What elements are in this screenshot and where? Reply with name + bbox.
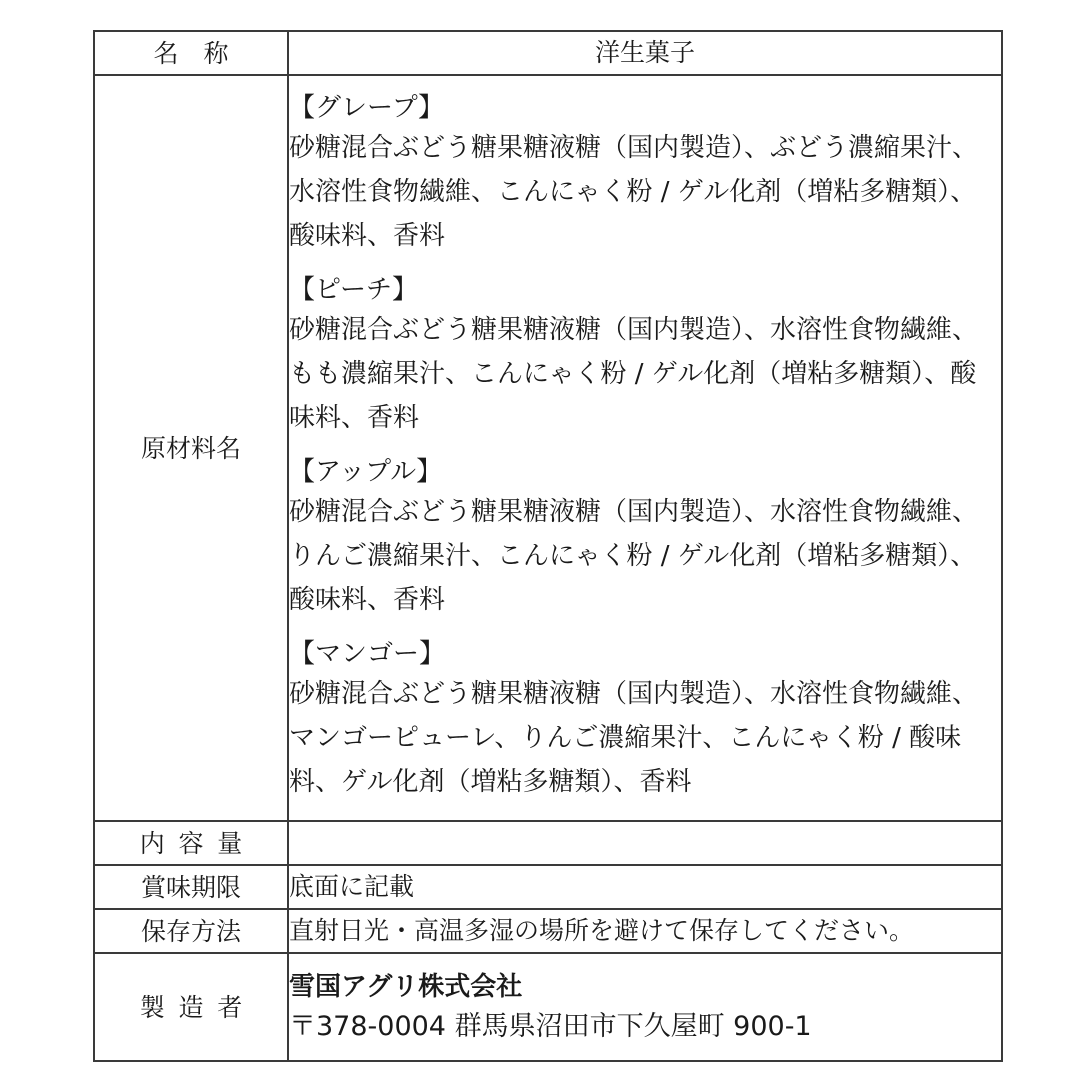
row-manufacturer <box>94 953 1002 1061</box>
variant-peach <box>289 272 1001 440</box>
row-product-name <box>94 31 1002 75</box>
variant-text: 砂糖混合ぶどう糖果糖液糖（国内製造）、水溶性食物繊維、マンゴーピューレ、りんご濃縮果汁、こんにゃく粉 / 酸味料、ゲル化剤（増粘多糖類）、香料 <box>289 679 979 797</box>
label-ingredients: 原材料名 <box>94 75 288 821</box>
value-contents <box>288 821 1002 865</box>
row-contents <box>94 821 1002 865</box>
value-storage: 直射日光・高温多湿の場所を避けて保存してください。 <box>288 909 1002 953</box>
label-best-before: 賞味期限 <box>94 865 288 909</box>
variant-text: 砂糖混合ぶどう糖果糖液糖（国内製造）、水溶性食物繊維、りんご濃縮果汁、こんにゃく粉 / ゲル化剤（増粘多糖類）、酸味料、香料 <box>289 497 979 615</box>
variant-grape <box>289 90 1001 258</box>
variant-title: 【マンゴー】 <box>289 639 446 669</box>
label-storage: 保存方法 <box>94 909 288 953</box>
food-label-table <box>93 30 1003 1062</box>
variant-text: 砂糖混合ぶどう糖果糖液糖（国内製造）、水溶性食物繊維、もも濃縮果汁、こんにゃく粉 / ゲル化剤（増粘多糖類）、酸味料、香料 <box>289 315 979 433</box>
row-storage <box>94 909 1002 953</box>
value-best-before: 底面に記載 <box>288 865 1002 909</box>
variant-text: 砂糖混合ぶどう糖果糖液糖（国内製造）、ぶどう濃縮果汁、水溶性食物繊維、こんにゃく粉 / ゲル化剤（増粘多糖類）、酸味料、香料 <box>289 133 979 251</box>
manufacturer-address: 〒378-0004 群馬県沼田市下久屋町 900-1 <box>289 1011 812 1042</box>
label-contents: 内容量 <box>94 821 288 865</box>
variant-mango <box>289 636 1001 804</box>
variant-title: 【アップル】 <box>289 457 443 487</box>
value-manufacturer <box>288 953 1002 1061</box>
label-manufacturer: 製造者 <box>94 953 288 1061</box>
row-best-before <box>94 865 1002 909</box>
row-ingredients <box>94 75 1002 821</box>
label-product-name: 名 称 <box>94 31 288 75</box>
value-product-name: 洋生菓子 <box>288 31 1002 75</box>
variant-apple <box>289 454 1001 622</box>
variant-title: 【グレープ】 <box>289 93 444 123</box>
value-ingredients <box>288 75 1002 821</box>
manufacturer-name: 雪国アグリ株式会社 <box>289 972 523 1002</box>
variant-title: 【ピーチ】 <box>289 275 418 305</box>
